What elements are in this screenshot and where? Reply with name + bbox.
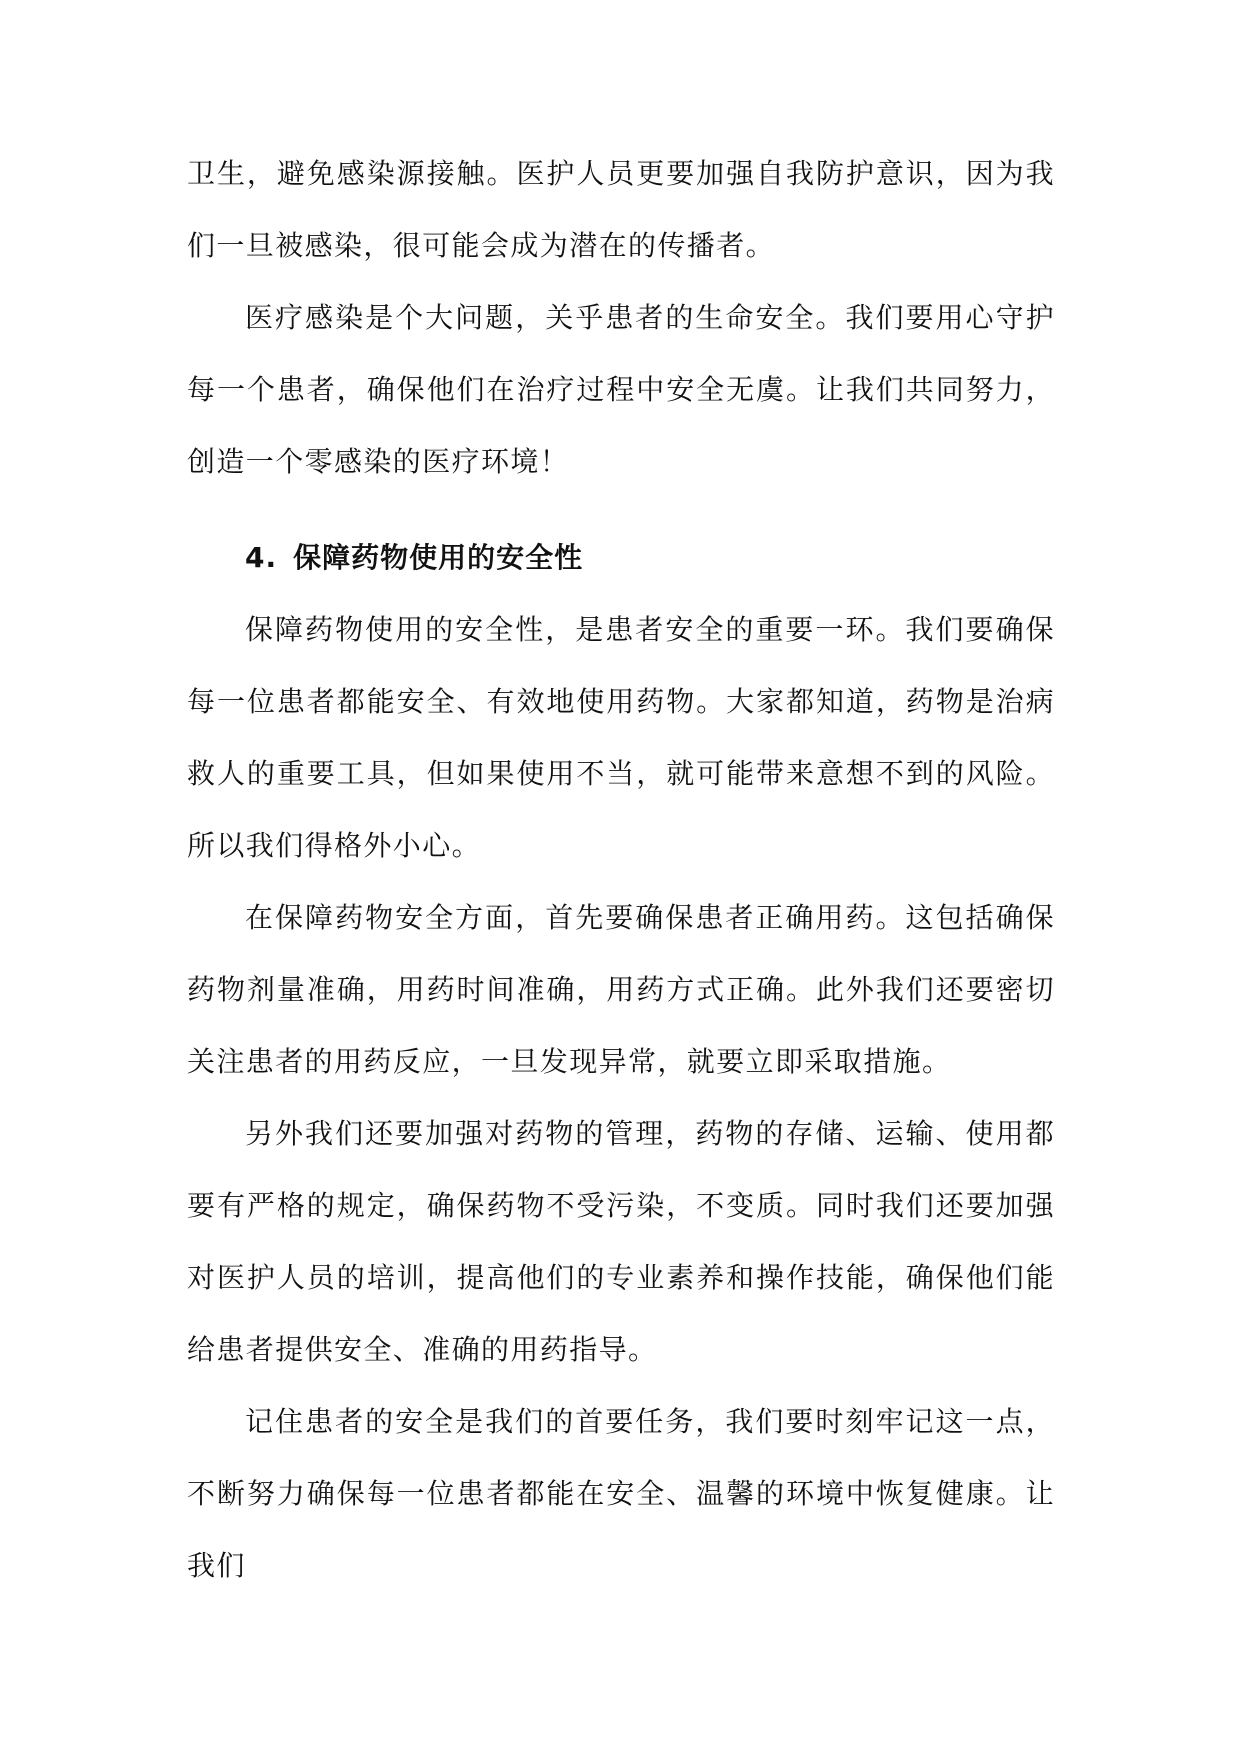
document-body [187,138,1055,1602]
paragraph: 保障药物使用的安全性，是患者安全的重要一环。我们要确保每一位患者都能安全、有效地使用药物。大家都知道，药物是治病救人的重要工具，但如果使用不当，就可能带来意想不到的风险。所以我们得格外小心。 [187,613,1055,862]
section-heading [187,522,1055,594]
paragraph-continued: 卫生，避免感染源接触。医护人员更要加强自我防护意识，因为我们一旦被感染，很可能会成为潜在的传播者。 [187,157,1055,262]
paragraph: 在保障药物安全方面，首先要确保患者正确用药。这包括确保药物剂量准确，用药时间准确，用药方式正确。此外我们还要密切关注患者的用药反应，一旦发现异常，就要立即采取措施。 [187,901,1055,1078]
paragraph: 另外我们还要加强对药物的管理，药物的存储、运输、使用都要有严格的规定，确保药物不受污染，不变质。同时我们还要加强对医护人员的培训，提高他们的专业素养和操作技能，确保他们能给患者提供安全、准确的用药指导。 [187,1117,1055,1366]
section-title: 保障药物使用的安全性 [293,541,584,574]
paragraph: 医疗感染是个大问题，关乎患者的生命安全。我们要用心守护每一个患者，确保他们在治疗过程中安全无虞。让我们共同努力，创造一个零感染的医疗环境！ [187,301,1055,478]
section-number: 4. [245,541,278,574]
paragraph: 记住患者的安全是我们的首要任务，我们要时刻牢记这一点，不断努力确保每一位患者都能在安全、温馨的环境中恢复健康。让我们 [187,1405,1055,1582]
section-spacer [187,498,1055,522]
